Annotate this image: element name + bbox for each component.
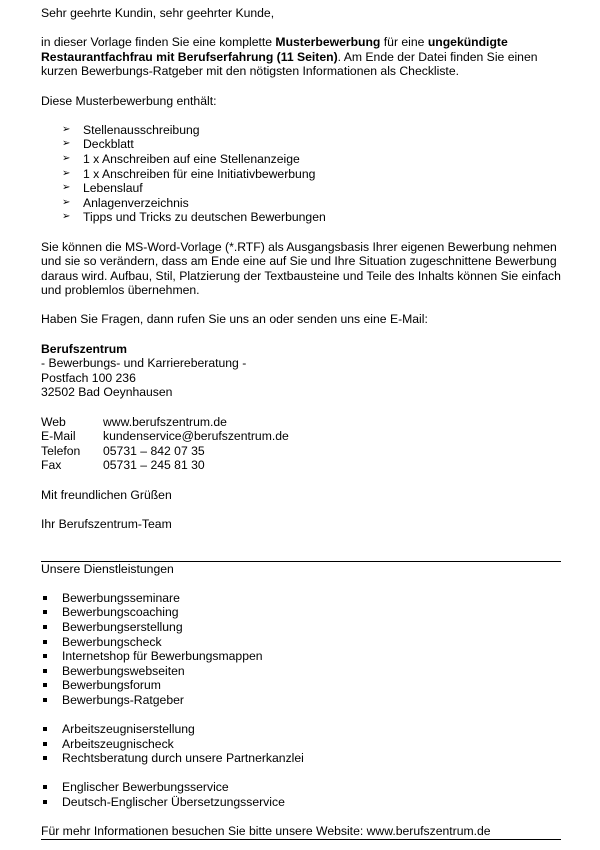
square-bullet-icon bbox=[43, 654, 47, 658]
signature: Ihr Berufszentrum-Team bbox=[41, 516, 172, 531]
list-item: Bewerbungswebseiten bbox=[41, 664, 561, 679]
contact-email-link[interactable]: kundenservice@berufszentrum.de bbox=[103, 429, 289, 444]
contact-label: Telefon bbox=[41, 443, 81, 458]
list-item: ➢ Tipps und Tricks zu deutschen Bewerbungen bbox=[62, 210, 326, 225]
services-list-3 bbox=[41, 780, 561, 809]
contact-fax-value: 05731 – 245 81 30 bbox=[103, 458, 205, 473]
square-bullet-icon bbox=[43, 683, 47, 687]
document-page bbox=[41, 6, 561, 840]
contact-label: Fax bbox=[41, 458, 62, 473]
list-item: Deutsch-Englischer Übersetzungsservice bbox=[41, 795, 561, 810]
list-item: Englischer Bewerbungsservice bbox=[41, 780, 561, 795]
company-name: Berufszentrum bbox=[41, 341, 128, 356]
list-item: ➢ Lebenslauf bbox=[62, 181, 143, 196]
intro-bold-2: ungekündigte Restaurantfachfrau mit Berufserfahrung (11 Seiten) bbox=[41, 35, 508, 64]
contact-row-email bbox=[41, 429, 289, 444]
list-item: ➢ Anlagenverzeichnis bbox=[62, 195, 189, 210]
services-heading: Unsere Dienstleistungen bbox=[41, 561, 174, 576]
square-bullet-icon bbox=[43, 640, 47, 644]
square-bullet-icon bbox=[43, 698, 47, 702]
square-bullet-icon bbox=[43, 785, 47, 789]
list-item: Internetshop für Bewerbungsmappen bbox=[41, 649, 561, 664]
square-bullet-icon bbox=[43, 756, 47, 760]
arrow-bullet-icon: ➢ bbox=[62, 182, 71, 194]
arrow-bullet-icon: ➢ bbox=[62, 167, 71, 179]
contact-label: Web bbox=[41, 414, 66, 429]
contents-heading: Diese Musterbewerbung enthält: bbox=[41, 93, 217, 108]
square-bullet-icon bbox=[43, 625, 47, 629]
square-bullet-icon bbox=[43, 596, 47, 600]
services-list-2 bbox=[41, 722, 561, 766]
company-tagline: - Bewerbungs- und Karriereberatung - bbox=[41, 356, 247, 371]
closing: Mit freundlichen Grüßen bbox=[41, 487, 172, 502]
contact-phone-value: 05731 – 842 07 35 bbox=[103, 443, 205, 458]
services-footer: Für mehr Informationen besuchen Sie bitte unsere Website: www.berufszentrum.de bbox=[41, 824, 491, 839]
square-bullet-icon bbox=[43, 727, 47, 731]
intro-text-3: . Am Ende der Datei finden Sie einen kurzen Bewerbungs-Ratgeber mit den nötigsten Informationen als Checkliste. bbox=[41, 49, 538, 79]
list-item: ➢ Deckblatt bbox=[62, 137, 134, 152]
arrow-bullet-icon: ➢ bbox=[62, 138, 71, 150]
arrow-bullet-icon: ➢ bbox=[62, 123, 71, 135]
square-bullet-icon bbox=[43, 742, 47, 746]
address-po-box: Postfach 100 236 bbox=[41, 370, 136, 385]
arrow-bullet-icon: ➢ bbox=[62, 152, 71, 164]
list-item: Bewerbungscoaching bbox=[41, 605, 561, 620]
intro-text-2: für eine bbox=[380, 35, 428, 50]
square-bullet-icon bbox=[43, 800, 47, 804]
services-list-1 bbox=[41, 591, 561, 708]
questions-paragraph: Haben Sie Fragen, dann rufen Sie uns an oder senden uns eine E-Mail: bbox=[41, 312, 428, 327]
arrow-bullet-icon: ➢ bbox=[62, 196, 71, 208]
square-bullet-icon bbox=[43, 669, 47, 673]
list-item: Arbeitszeugniserstellung bbox=[41, 722, 561, 737]
square-bullet-icon bbox=[43, 610, 47, 614]
contents-list bbox=[41, 123, 561, 225]
list-item: Bewerbungs-Ratgeber bbox=[41, 693, 561, 708]
list-item: Rechtsberatung durch unsere Partnerkanzlei bbox=[41, 751, 561, 766]
contact-row-web bbox=[41, 415, 289, 430]
list-item: ➢ 1 x Anschreiben für eine Initiativbewerbung bbox=[62, 166, 316, 181]
intro-paragraph bbox=[41, 35, 561, 79]
usage-paragraph: Sie können die MS-Word-Vorlage (*.RTF) als Ausgangsbasis Ihrer eigenen Bewerbung nehmen und sie so verändern, dass am Ende eine auf Sie und Ihre Situation zugeschnittene Bewerbung daraus wird. Aufbau, Stil, Platzierung der Textbausteine und Teile des Inhalts können Sie einfach und problemlos übernehmen. bbox=[41, 239, 561, 298]
contact-web-link[interactable]: www.berufszentrum.de bbox=[103, 414, 227, 429]
list-item: ➢ Stellenausschreibung bbox=[62, 122, 200, 137]
footer-divider bbox=[41, 839, 561, 840]
arrow-bullet-icon: ➢ bbox=[62, 211, 71, 223]
list-item: Bewerbungscheck bbox=[41, 635, 561, 650]
contact-table bbox=[41, 415, 289, 473]
intro-bold-1: Musterbewerbung bbox=[275, 35, 381, 50]
list-item: Bewerbungsseminare bbox=[41, 591, 561, 606]
greeting: Sehr geehrte Kundin, sehr geehrter Kunde, bbox=[41, 6, 275, 20]
contact-row-fax bbox=[41, 458, 289, 473]
address-city: 32502 Bad Oeynhausen bbox=[41, 385, 173, 400]
list-item: Bewerbungsforum bbox=[41, 678, 561, 693]
list-item: Arbeitszeugnischeck bbox=[41, 737, 561, 752]
intro-text-1: in dieser Vorlage finden Sie eine komplette bbox=[41, 35, 276, 50]
list-item: Bewerbungserstellung bbox=[41, 620, 561, 635]
list-item: ➢ 1 x Anschreiben auf eine Stellenanzeige bbox=[62, 151, 300, 166]
contact-row-phone bbox=[41, 444, 289, 459]
contact-label: E-Mail bbox=[41, 429, 76, 444]
